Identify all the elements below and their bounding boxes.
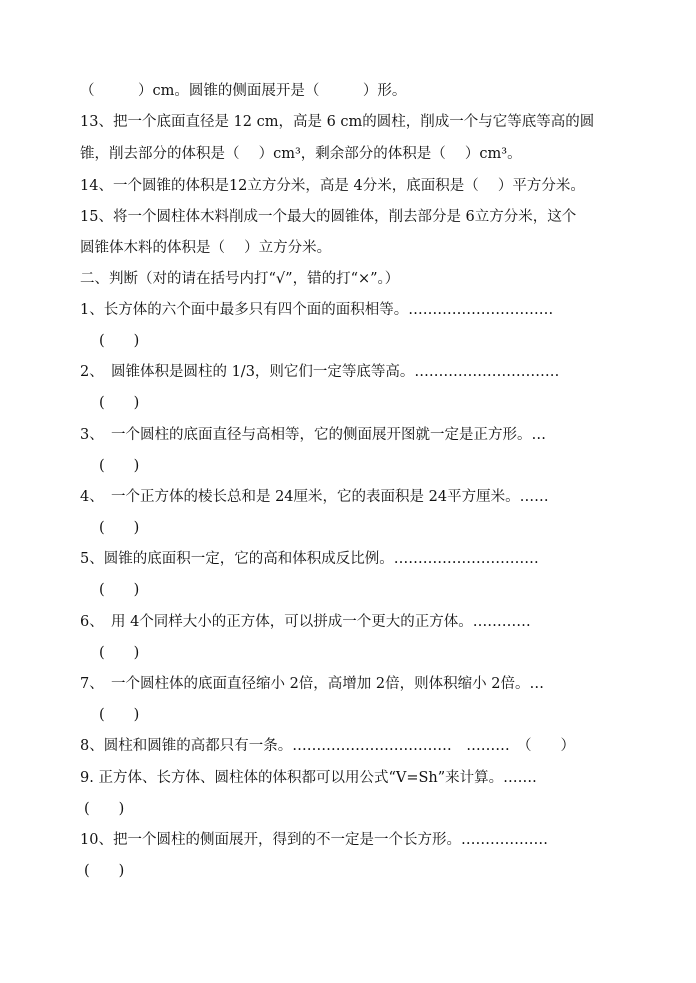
judgment-bracket-10: ( ) [84,863,125,879]
judgment-item-10: 10、把一个圆柱的侧面展开，得到的不一定是一个长方形。……………… [80,832,548,848]
judgment-item-3: 3、 一个圆柱的底面直径与高相等，它的侧面展开图就一定是正方形。… [80,427,546,443]
fill-in-q15-line-2: 圆锥体木料的体积是（ ）立方分米。 [80,240,332,256]
fill-in-q13-line-1: 13、把一个底面直径是 12 cm，高是 6 cm的圆柱，削成一个与它等底等高的圆 [80,114,595,130]
judgment-bracket-5: ( ) [99,582,140,598]
judgment-bracket-4: ( ) [99,520,140,536]
judgment-bracket-2: ( ) [99,395,140,411]
section2-title: 二、判断（对的请在括号内打“√”，错的打“×”。） [80,271,400,287]
fill-in-q13-line-2: 锥，削去部分的体积是（ ）cm³，剩余部分的体积是（ ）cm³。 [80,146,522,162]
judgment-item-8: 8、圆柱和圆锥的高都只有一条。…………………………… ……… （ ） [80,738,575,754]
judgment-item-9: 9. 正方体、长方体、圆柱体的体积都可以用公式“V=Sh”来计算。……. [80,770,537,786]
judgment-bracket-3: ( ) [99,458,140,474]
judgment-bracket-9: ( ) [84,801,125,817]
judgment-item-2: 2、 圆锥体积是圆柱的 1/3，则它们一定等底等高。………………………… [80,364,560,380]
judgment-bracket-7: ( ) [99,707,140,723]
judgment-bracket-1: ( ) [99,333,140,349]
judgment-item-5: 5、圆锥的底面积一定，它的高和体积成反比例。………………………… [80,551,539,567]
judgment-bracket-6: ( ) [99,645,140,661]
judgment-item-4: 4、 一个正方体的棱长总和是 24厘米，它的表面积是 24平方厘米。…… [80,489,549,505]
fill-in-line-1: （ ）cm。圆锥的侧面展开是（ ）形。 [80,83,407,99]
judgment-item-7: 7、 一个圆柱体的底面直径缩小 2倍，高增加 2倍，则体积缩小 2倍。… [80,676,544,692]
judgment-item-6: 6、 用 4个同样大小的正方体，可以拼成一个更大的正方体。………… [80,614,531,630]
fill-in-q14: 14、一个圆锥的体积是12立方分米，高是 4分米，底面积是（ ）平方分米。 [80,178,585,194]
judgment-item-1: 1、长方体的六个面中最多只有四个面的面积相等。………………………… [80,302,554,318]
fill-in-q15-line-1: 15、将一个圆柱体木料削成一个最大的圆锥体，削去部分是 6立方分米，这个 [80,209,577,225]
